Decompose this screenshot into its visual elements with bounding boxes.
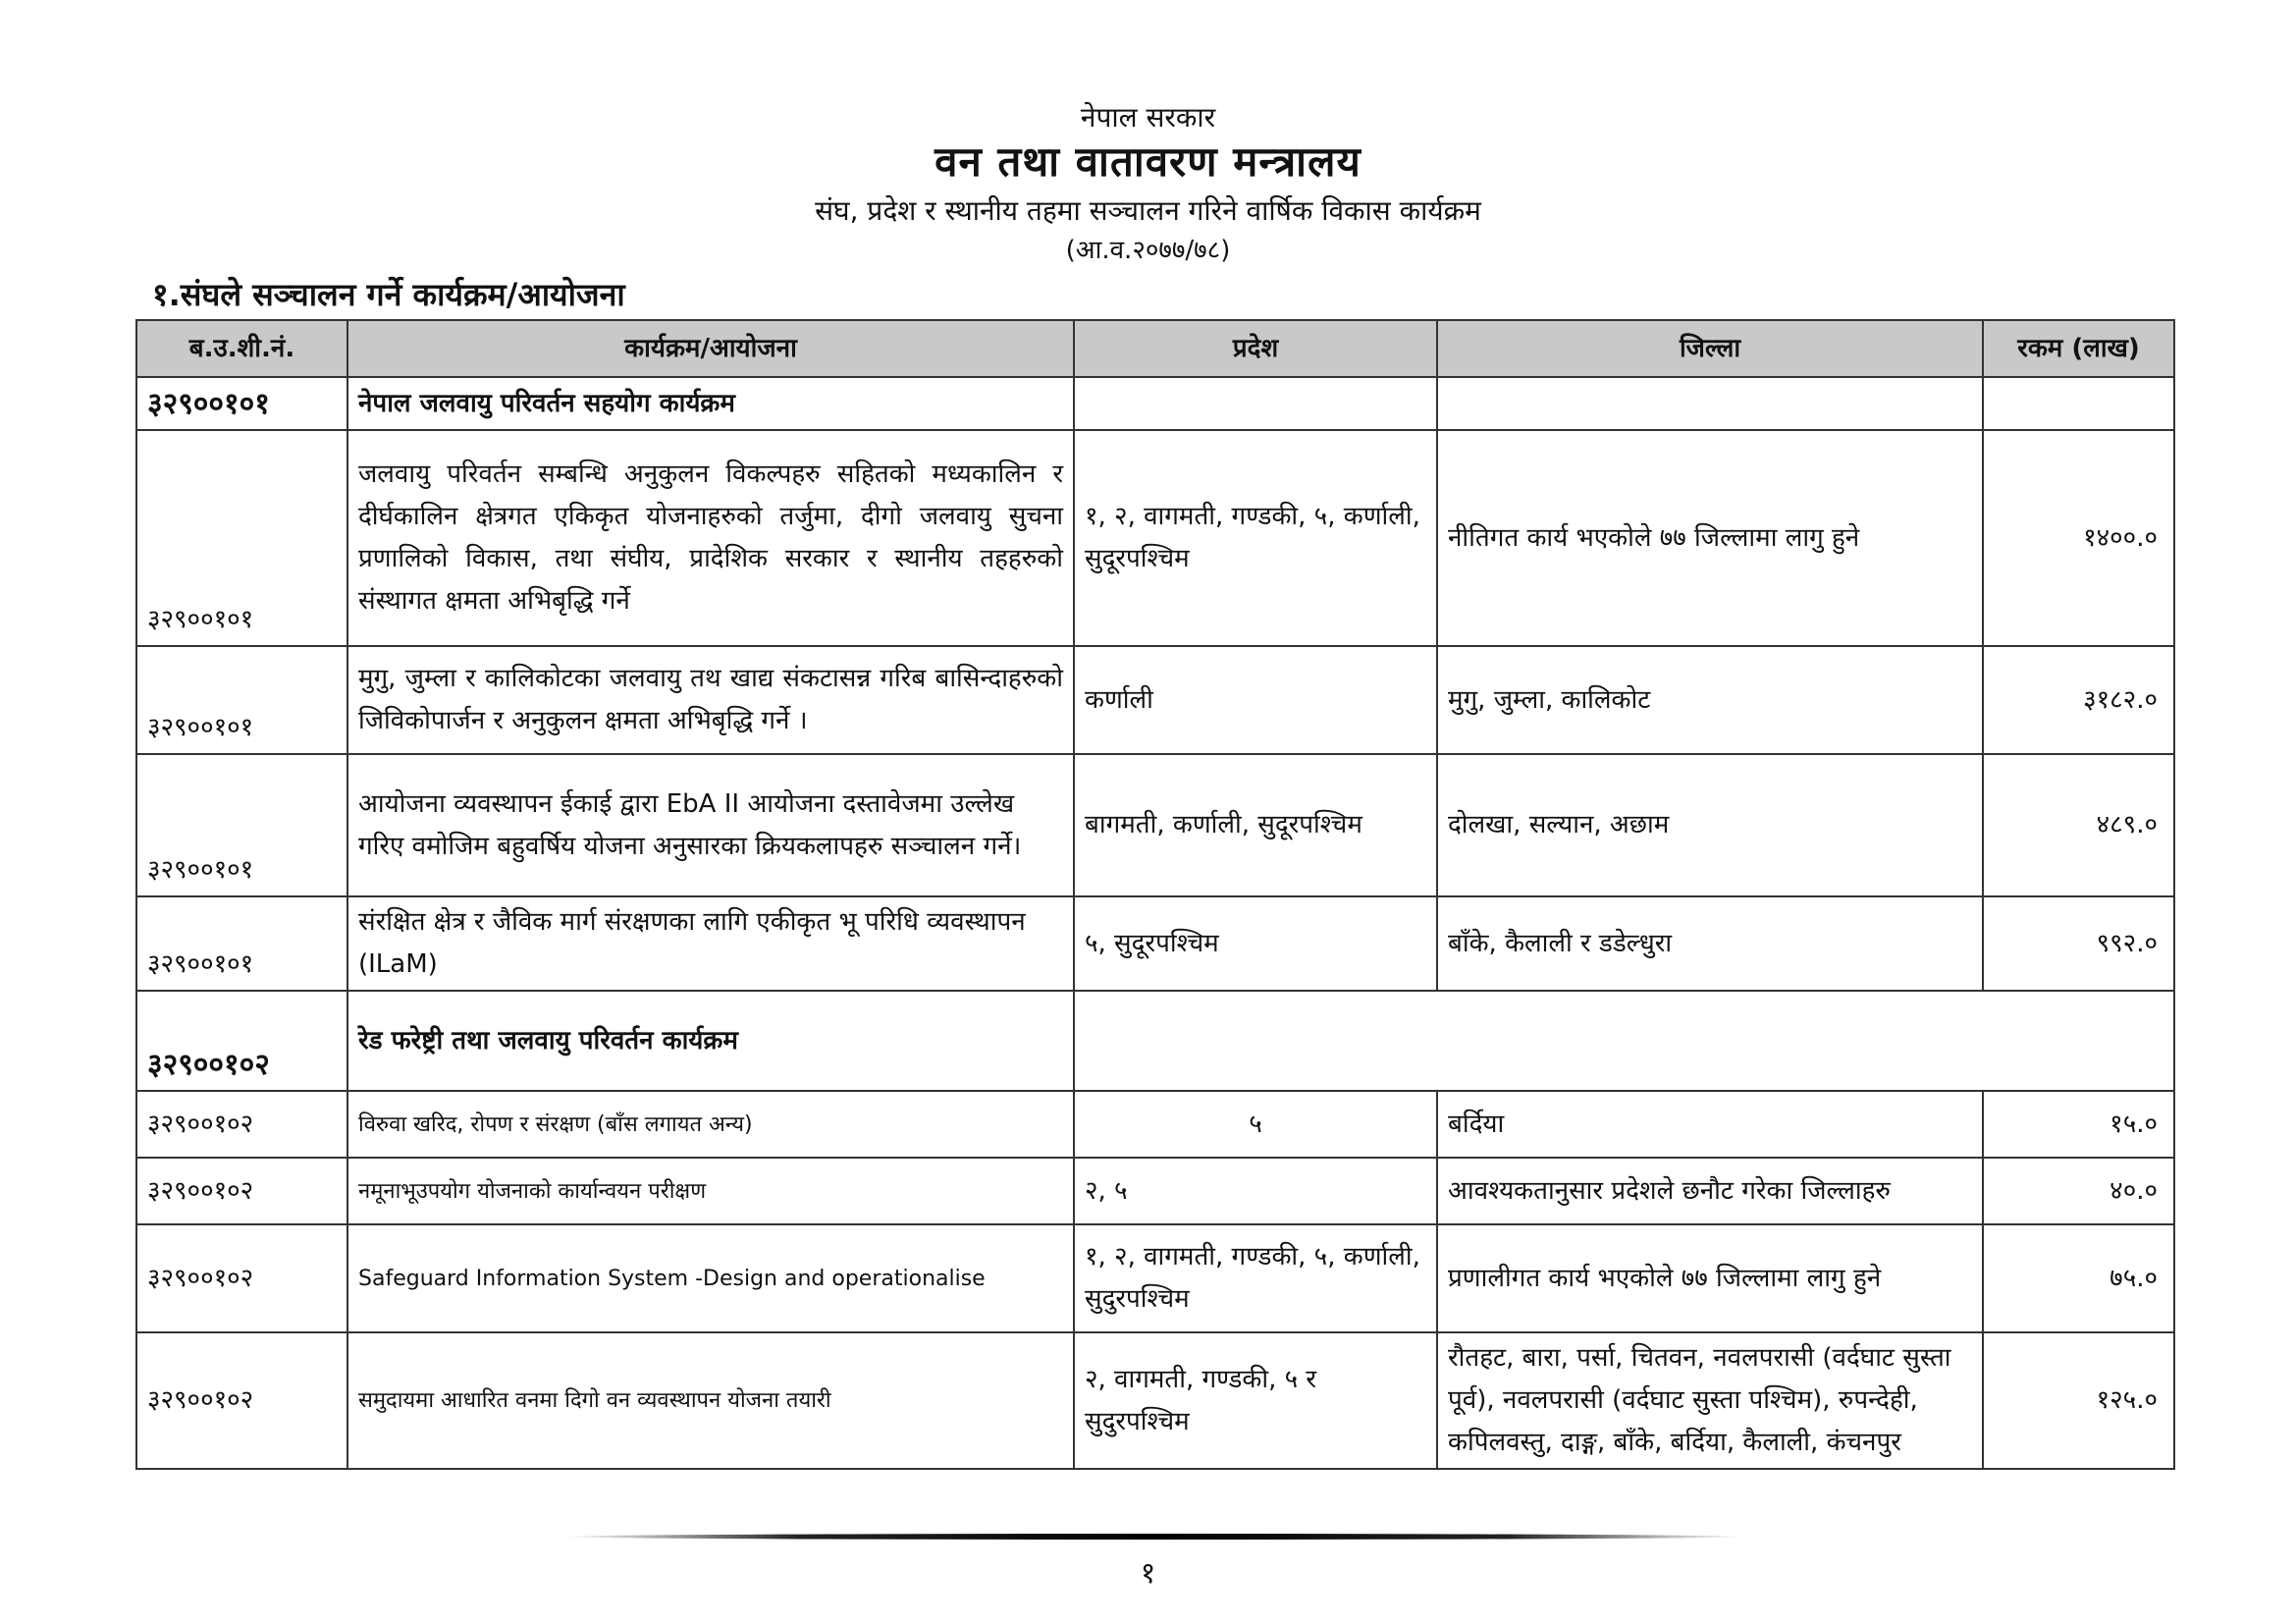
amount-cell: १५.० bbox=[1983, 1091, 2174, 1158]
program-name: रेड फरेष्ट्री तथा जलवायु परिवर्तन कार्यक्रम bbox=[347, 991, 1074, 1091]
amount-cell: ७५.० bbox=[1983, 1224, 2174, 1332]
amount-cell: ४०.० bbox=[1983, 1158, 2174, 1224]
footer-divider bbox=[564, 1534, 1742, 1540]
district-cell: मुगु, जुम्ला, कालिकोट bbox=[1437, 646, 1983, 754]
amount-cell: ४८९.० bbox=[1983, 754, 2174, 896]
district-cell: बाँके, कैलाली र डडेल्धुरा bbox=[1437, 896, 1983, 991]
program-name: संरक्षित क्षेत्र र जैविक मार्ग संरक्षणका लागि एकीकृत भू परिधि व्यवस्थापन (ILaM) bbox=[347, 896, 1074, 991]
budget-code: ३२९००१०१ bbox=[136, 896, 347, 991]
fiscal-year: (आ.व.२०७७/७८) bbox=[1065, 236, 1231, 265]
district-cell: बर्दिया bbox=[1437, 1091, 1983, 1158]
government-name: नेपाल सरकार bbox=[1080, 101, 1216, 134]
province-cell: कर्णाली bbox=[1074, 646, 1437, 754]
program-name: जलवायु परिवर्तन सम्बन्धि अनुकुलन विकल्पहरु सहितको मध्यकालिन र दीर्घकालिन क्षेत्रगत एकिकृत योजनाहरुको तर्जुमा, दीगो जलवायु सुचना प्रणालिको विकास, तथा संघीय, प्रादेशिक सरकार र स्थानीय तहहरुको संस्थागत क्षमता अभिबृद्धि गर्ने bbox=[347, 430, 1074, 646]
section-title: १.संघले सञ्चालन गर्ने कार्यक्रम/आयोजना bbox=[152, 276, 625, 313]
table-row bbox=[136, 1224, 2174, 1332]
program-name: विरुवा खरिद, रोपण र संरक्षण (बाँस लगायत अन्य) bbox=[347, 1091, 1074, 1158]
page-number: १ bbox=[1140, 1556, 1156, 1591]
budget-code: ३२९००१०१ bbox=[136, 646, 347, 754]
amount-cell: ३१८२.० bbox=[1983, 646, 2174, 754]
budget-code: ३२९००१०२ bbox=[136, 1158, 347, 1224]
district-cell: दोलखा, सल्यान, अछाम bbox=[1437, 754, 1983, 896]
district-cell bbox=[1437, 377, 1983, 430]
table-row bbox=[136, 1158, 2174, 1224]
budget-code: ३२९००१०२ bbox=[136, 991, 347, 1091]
program-title: संघ, प्रदेश र स्थानीय तहमा सञ्चालन गरिने वार्षिक विकास कार्यक्रम bbox=[815, 194, 1481, 227]
amount-cell bbox=[1983, 377, 2174, 430]
col-header-amount: रकम (लाख) bbox=[1983, 320, 2174, 377]
program-name: Safeguard Information System -Design and operationalise bbox=[347, 1224, 1074, 1332]
program-name: नेपाल जलवायु परिवर्तन सहयोग कार्यक्रम bbox=[347, 377, 1074, 430]
col-header-program: कार्यक्रम/आयोजना bbox=[347, 320, 1074, 377]
province-cell: बागमती, कर्णाली, सुदूरपश्चिम bbox=[1074, 754, 1437, 896]
program-table bbox=[135, 319, 2175, 1470]
budget-code: ३२९००१०२ bbox=[136, 1224, 347, 1332]
table-row bbox=[136, 754, 2174, 896]
province-cell: २, वागमती, गण्डकी, ५ र सुदुरपश्चिम bbox=[1074, 1332, 1437, 1469]
province-cell: ५, सुदूरपश्चिम bbox=[1074, 896, 1437, 991]
program-name: आयोजना व्यवस्थापन ईकाई द्वारा EbA II आयोजना दस्तावेजमा उल्लेख गरिए वमोजिम बहुवर्षिय योजना अनुसारका क्रियकलापहरु सञ्चालन गर्ने। bbox=[347, 754, 1074, 896]
col-header-code: ब.उ.शी.नं. bbox=[136, 320, 347, 377]
budget-code: ३२९००१०२ bbox=[136, 1332, 347, 1469]
province-cell: १, २, वागमती, गण्डकी, ५, कर्णाली, सुदूरपश्चिम bbox=[1074, 430, 1437, 646]
table-row bbox=[136, 1332, 2174, 1469]
province-cell: ५ bbox=[1074, 1091, 1437, 1158]
province-cell: २, ५ bbox=[1074, 1158, 1437, 1224]
district-cell: रौतहट, बारा, पर्सा, चितवन, नवलपरासी (वर्दघाट सुस्ता पूर्व), नवलपरासी (वर्दघाट सुस्ता पश्चिम), रुपन्देही, कपिलवस्तु, दाङ्ग, बाँके, बर्दिया, कैलाली, कंचनपुर bbox=[1437, 1332, 1983, 1469]
col-header-province: प्रदेश bbox=[1074, 320, 1437, 377]
table-row bbox=[136, 1091, 2174, 1158]
amount-cell: १२५.० bbox=[1983, 1332, 2174, 1469]
empty-merged-cell bbox=[1074, 991, 2174, 1091]
province-cell: १, २, वागमती, गण्डकी, ५, कर्णाली, सुदुरपश्चिम bbox=[1074, 1224, 1437, 1332]
district-cell: प्रणालीगत कार्य भएकोले ७७ जिल्लामा लागु हुने bbox=[1437, 1224, 1983, 1332]
table-row bbox=[136, 896, 2174, 991]
budget-code: ३२९००१०१ bbox=[136, 754, 347, 896]
amount-cell: ९९२.० bbox=[1983, 896, 2174, 991]
table-header-row bbox=[136, 320, 2174, 377]
budget-code: ३२९००१०१ bbox=[136, 430, 347, 646]
budget-code: ३२९००१०२ bbox=[136, 1091, 347, 1158]
district-cell: आवश्यकतानुसार प्रदेशले छनौट गरेका जिल्लाहरु bbox=[1437, 1158, 1983, 1224]
district-cell: नीतिगत कार्य भएकोले ७७ जिल्लामा लागु हुने bbox=[1437, 430, 1983, 646]
program-name: समुदायमा आधारित वनमा दिगो वन व्यवस्थापन योजना तयारी bbox=[347, 1332, 1074, 1469]
ministry-title: वन तथा वातावरण मन्त्रालय bbox=[934, 137, 1362, 186]
amount-cell: १४००.० bbox=[1983, 430, 2174, 646]
budget-code: ३२९००१०१ bbox=[136, 377, 347, 430]
table-row bbox=[136, 430, 2174, 646]
table-row bbox=[136, 377, 2174, 430]
table-row bbox=[136, 991, 2174, 1091]
program-name: नमूनाभूउपयोग योजनाको कार्यान्वयन परीक्षण bbox=[347, 1158, 1074, 1224]
province-cell bbox=[1074, 377, 1437, 430]
table-row bbox=[136, 646, 2174, 754]
col-header-district: जिल्ला bbox=[1437, 320, 1983, 377]
program-name: मुगु, जुम्ला र कालिकोटका जलवायु तथ खाद्य संकटासन्न गरिब बासिन्दाहरुको जिविकोपार्जन र अनुकुलन क्षमता अभिबृद्धि गर्ने । bbox=[347, 646, 1074, 754]
